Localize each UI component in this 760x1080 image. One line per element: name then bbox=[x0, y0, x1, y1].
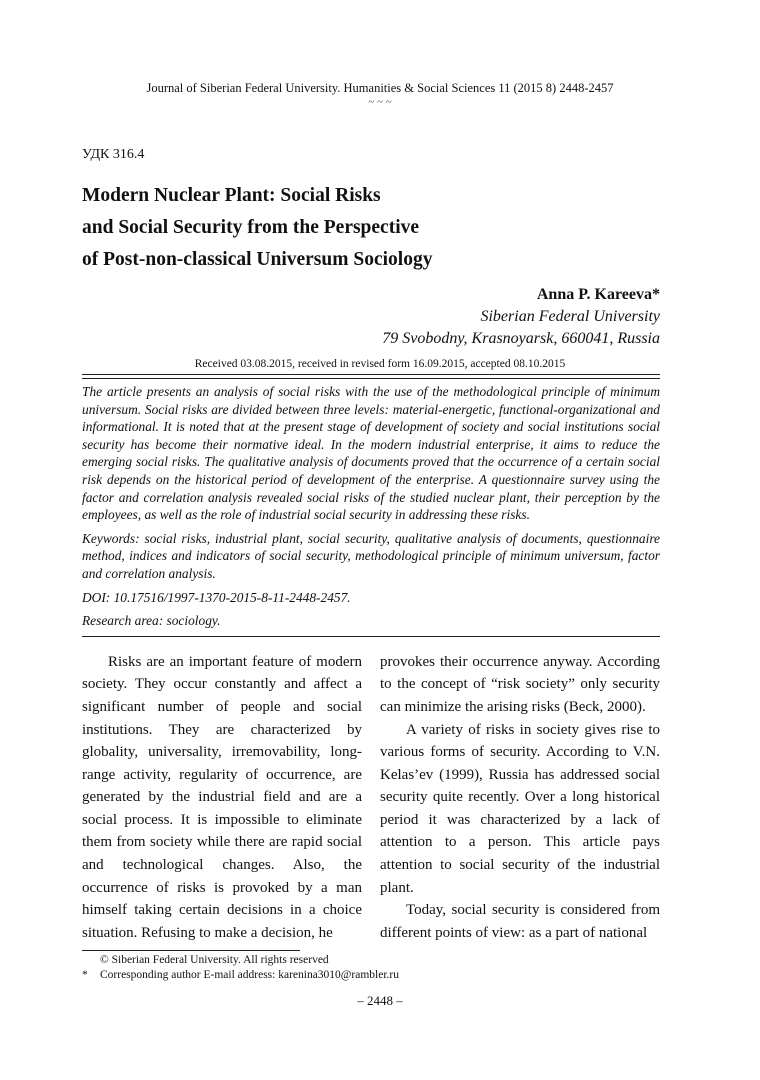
divider bbox=[82, 636, 660, 637]
divider bbox=[82, 378, 660, 379]
footnote-marker: * bbox=[82, 969, 88, 982]
title-line: Modern Nuclear Plant: Social Risks bbox=[82, 185, 381, 206]
corresponding-author-note: Corresponding author E-mail address: karenina3010@rambler.ru bbox=[100, 969, 399, 982]
paragraph: A variety of risks in society gives rise to various forms of security. According to V.N. Kelas’ev (1999), Russia has addressed social security quite recently. Over a long historical period it was characterized by a lack of attention to a person. This article pays attention to social security of the industrial plant. bbox=[380, 721, 660, 896]
paragraph: provokes their occurrence anyway. According to the concept of “risk society” only security can minimize the arising risks (Beck, 2000). bbox=[380, 653, 660, 715]
body-column-right bbox=[380, 651, 660, 945]
copyright-note: © Siberian Federal University. All rights reserved bbox=[100, 954, 329, 967]
abstract-text: The article presents an analysis of social risks with the use of the methodological principle of minimum universum. Social risks are divided between three levels: material-energetic, functional-organizational and informational. It is noted that at the present stage of development of society and social institutions social security has become their normative ideal. In the modern industrial enterprise, it aims to reduce the emerging social risks. The qualitative analysis of documents proved that the occurrence of a certain social risk depends on the historical period of development of the enterprise. A questionnaire survey using the factor and correlation analysis revealed social risks of the studied nuclear plant, their perception by the employees, as well as the role of industrial social security in addressing these risks. bbox=[82, 384, 660, 523]
paragraph: Today, social security is considered from different points of view: as a part of national bbox=[380, 902, 660, 941]
keywords: Keywords: social risks, industrial plant, social security, qualitative analysis of documents, questionnaire method, indices and indicators of social security, methodological principle of minimum universum, factor and correlation analysis. bbox=[82, 530, 660, 581]
title-line: of Post-non-classical Universum Sociology bbox=[82, 249, 433, 270]
research-area: Research area: sociology. bbox=[82, 613, 221, 629]
footnote-divider bbox=[82, 950, 300, 951]
article-title bbox=[82, 180, 660, 276]
author-affiliation: Siberian Federal University bbox=[480, 308, 660, 325]
page-number: – 2448 – bbox=[357, 993, 403, 1009]
journal-header: Journal of Siberian Federal University. Humanities & Social Sciences 11 (2015 8) 2448-2457 bbox=[146, 81, 614, 95]
header-separator: ~ ~ ~ bbox=[368, 96, 392, 108]
author-name: Anna P. Kareeva* bbox=[536, 286, 660, 303]
title-line: and Social Security from the Perspective bbox=[82, 217, 420, 238]
abstract bbox=[82, 383, 660, 630]
udk-code: УДК 316.4 bbox=[82, 147, 145, 162]
body-column-left bbox=[82, 651, 362, 945]
body-columns bbox=[82, 651, 660, 945]
divider bbox=[82, 374, 660, 375]
paragraph: Risks are an important feature of modern society. They occur constantly and affect a significant number of people and social institutions. They are characterized by globality, universality, irremovability, long-range activity, regularity of occurrence, are generated by the industrial field and are a social process. It is impossible to eliminate them from society while there are rapid social and technological changes. Also, the occurrence of risks is provoked by a man himself taking certain decisions in a choice situation. Refusing to make a decision, he bbox=[82, 653, 362, 941]
author-block bbox=[82, 284, 660, 350]
author-address: 79 Svobodny, Krasnoyarsk, 660041, Russia bbox=[382, 330, 660, 347]
received-dates: Received 03.08.2015, received in revised form 16.09.2015, accepted 08.10.2015 bbox=[194, 358, 566, 370]
doi: DOI: 10.17516/1997-1370-2015-8-11-2448-2457. bbox=[82, 589, 351, 605]
footnotes bbox=[82, 953, 660, 983]
